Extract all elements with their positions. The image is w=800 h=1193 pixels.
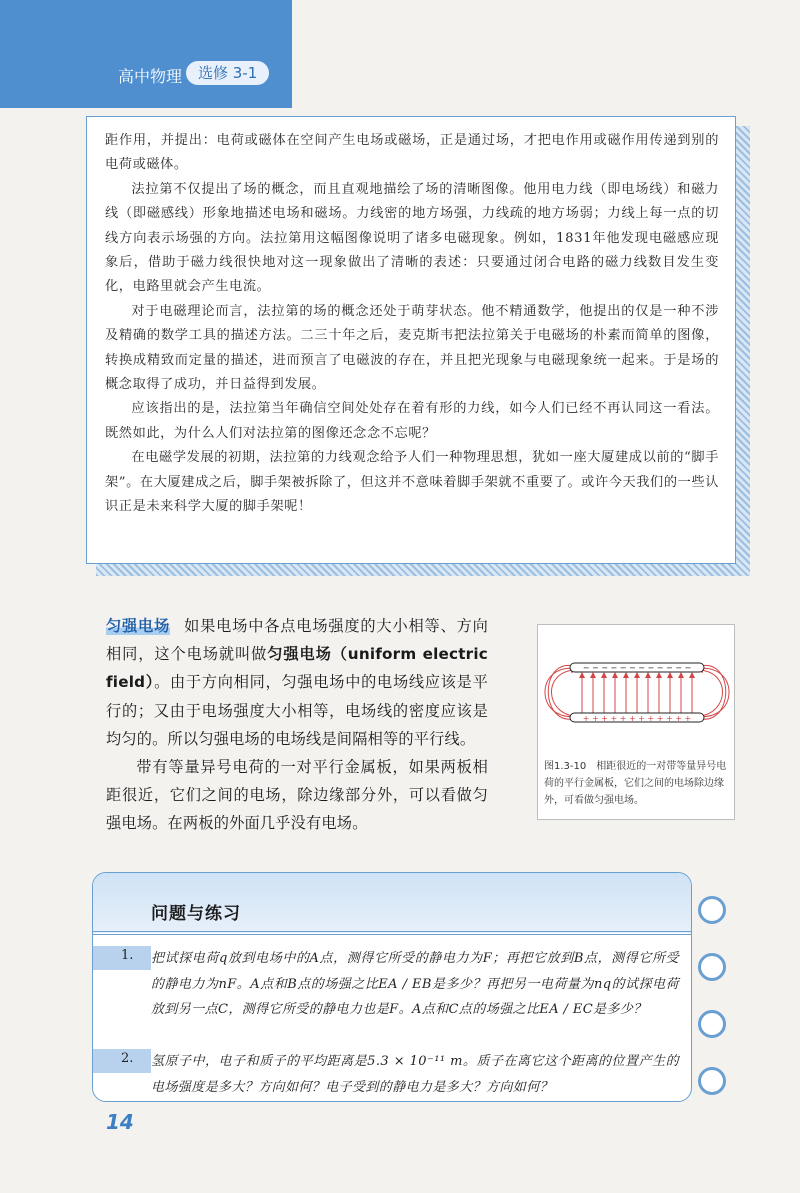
figure-parallel-plates bbox=[537, 624, 735, 820]
exercise-panel bbox=[92, 872, 692, 1102]
binder-ring-icon bbox=[698, 896, 726, 924]
definition-paragraph bbox=[106, 612, 488, 753]
exercise-number: 1. bbox=[121, 948, 134, 963]
main-body bbox=[106, 612, 488, 838]
reading-paragraph: 应该指出的是，法拉第当年确信空间处处存在着有形的力线，如今人们已经不再认同这一看法。既然如此，为什么人们对法拉第的图像还念念不忘呢？ bbox=[105, 401, 719, 441]
binder-ring-icon bbox=[698, 1067, 726, 1095]
exercise-text: 把试探电荷q放到电场中的A点，测得它所受的静电力为F；再把它放到B点，测得它所受的静电力为nF。A点和B点的场强之比EA / EB是多少？再把另一电荷量为nq的试探电荷放到另一点C，测得它所受的静电力也是F。A点和C点的场强之比EA / EC是多少？ bbox=[151, 951, 679, 1017]
binder-ring-icon bbox=[698, 953, 726, 981]
term-tag: 匀强电场 bbox=[106, 617, 171, 635]
reading-paragraph: 法拉第不仅提出了场的概念，而且直观地描绘了场的清晰图像。他用电力线（即电场线）和磁力线（即磁感线）形象地描述电场和磁场。力线密的地方场强，力线疏的地方场弱；力线上每一点的切线方向表示场强的方向。法拉第用这幅图像说明了诸多电磁现象。例如，1831年他发现电磁感应现象后，借助于磁力线很快地对这一现象做出了清晰的表述：只要通过闭合电路的磁力线数目发生变化，电路里就会产生电流。 bbox=[105, 181, 719, 295]
exercise-divider bbox=[93, 931, 691, 935]
reading-paragraph: 在电磁学发展的初期，法拉第的力线观念给予人们一种物理思想，犹如一座大厦建成以前的“脚手架”。在大厦建成之后，脚手架被拆除了，但这并不意味着脚手架就不重要了。或许今天我们的一些认识正是未来科学大厦的脚手架呢！ bbox=[105, 450, 719, 515]
figure-caption: 图1.3-10 相距很近的一对带等量异号电荷的平行金属板，它们之间的电场除边缘外，可看做匀强电场。 bbox=[544, 761, 727, 806]
exercise-number: 2. bbox=[121, 1051, 134, 1066]
module-badge: 选修 3-1 bbox=[186, 61, 269, 85]
plates-paragraph: 带有等量异号电荷的一对平行金属板，如果两板相距很近，它们之间的电场，除边缘部分外，可以看做匀强电场。在两板的外面几乎没有电场。 bbox=[106, 758, 488, 833]
uniform-field-lines bbox=[582, 675, 692, 713]
definition-text: 如果电场中各点电场强度的大小相等、方向相同，这个电场就叫做 bbox=[106, 617, 488, 664]
page-number: 14 bbox=[106, 1110, 134, 1134]
exercise-text: 氢原子中，电子和质子的平均距离是5.3 × 10⁻¹¹ m。质子在离它这个距离的位置产生的电场强度是多大？方向如何？电子受到的静电力是多大？方向如何？ bbox=[151, 1054, 679, 1095]
positive-sign: + + + + + + + + + + + + bbox=[582, 714, 692, 723]
exercise-title: 问题与练习 bbox=[151, 904, 241, 924]
field-diagram bbox=[538, 625, 736, 755]
binder-rings bbox=[698, 896, 726, 1124]
definition-text-cont: 。由于方向相同，匀强电场中的电场线应该是平行的；又由于电场强度大小相等，电场线的密度应该是均匀的。所以匀强电场的电场线是间隔相等的平行线。 bbox=[106, 673, 488, 748]
binder-ring-icon bbox=[698, 1010, 726, 1038]
reading-paragraph: 距作用，并提出：电荷或磁体在空间产生电场或磁场，正是通过场，才把电作用或磁作用传递到别的电荷或磁体。 bbox=[105, 133, 719, 173]
book-title: 高中物理 bbox=[118, 67, 183, 86]
header-band bbox=[0, 0, 292, 108]
defined-term: 匀强电场 bbox=[267, 645, 332, 664]
english-term: （uniform electric field） bbox=[106, 645, 488, 692]
reading-paragraph: 对于电磁理论而言，法拉第的场的概念还处于萌芽状态。他不精通数学，他提出的仅是一种不涉及精确的数学工具的描述方法。二三十年之后，麦克斯韦把法拉第关于电磁场的朴素而简单的图像，转换成精致而定量的描述，进而预言了电磁波的存在，并且把光现象与电磁现象统一起来。于是场的概念取得了成功，并日益得到发展。 bbox=[105, 303, 719, 393]
reading-box bbox=[86, 116, 736, 564]
negative-sign: − − − − − − − − − − − − bbox=[582, 663, 692, 673]
